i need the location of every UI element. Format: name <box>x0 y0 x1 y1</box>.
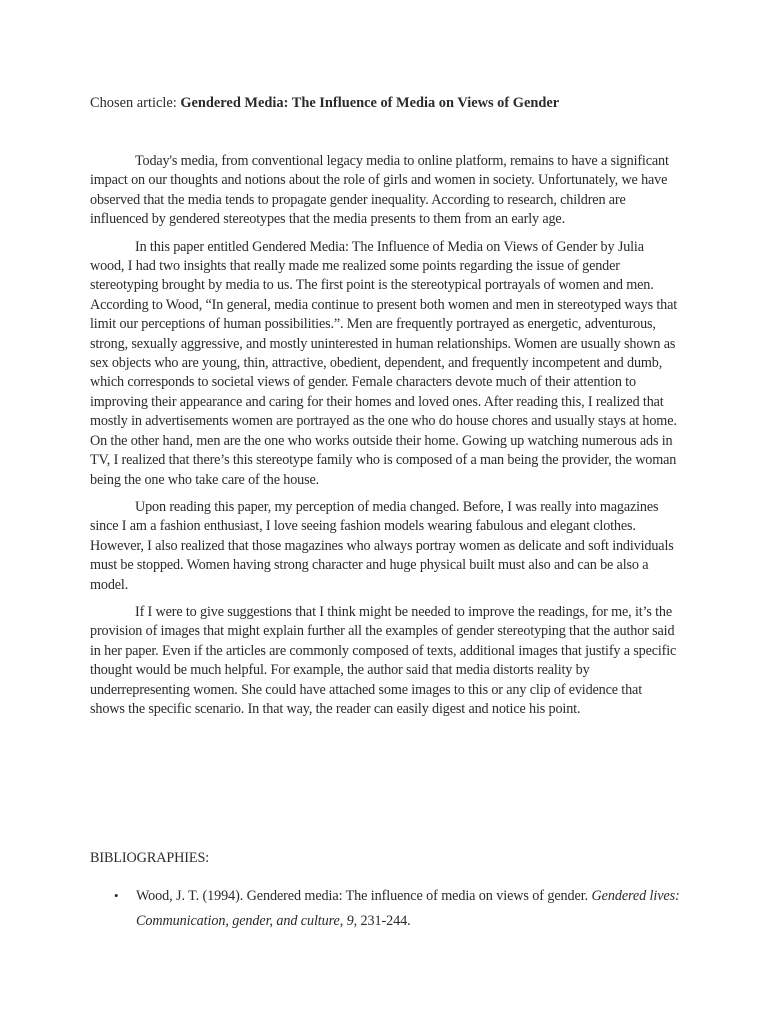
article-title: Gendered Media: The Influence of Media on Views of Gender <box>180 95 560 111</box>
citation-volume: 9 <box>346 912 354 929</box>
essay-body <box>90 152 680 727</box>
citation-journal: Gendered lives: Communication, gender, and culture <box>136 888 680 929</box>
chosen-article-prefix: Chosen article: <box>90 95 177 111</box>
bibliography-heading: BIBLIOGRAPHIES: <box>90 850 210 866</box>
citation-text: Wood, J. T. (1994). Gendered media: The influence of media on views of gender. <box>136 888 589 904</box>
bibliography-entry <box>90 884 690 933</box>
paragraph-insights: In this paper entitled Gendered Media: The Influence of Media on Views of Gender by Julia wood, I had two insights that really made me realized some points regarding the issue of gender stereotyping brought by media to us. The first point is the stereotypical portrayals of women and men. According to Wood, “In general, media continue to present both women and men in stereotyped ways that limit our perceptions of human possibilities.”. Men are frequently portrayed as energetic, adventurous, strong, sexually aggressive, and mostly uninterested in human relationships. Women are usually shown as sex objects who are young, thin, attractive, obedient, dependent, and frequently incompetent and dumb, which corresponds to societal views of gender. Female characters devote much of their attention to improving their appearance and caring for their homes and loved ones. After reading this, I realized that mostly in advertisements women are portrayed as the one who do house chores and usually stays at home. On the other hand, men are the one who works outside their home. Gowing up watching numerous ads in TV, I realized that there’s this stereotype family who is composed of a man being the provider, the woman being the one who take care of the house. <box>90 238 678 488</box>
bibliography-list <box>90 884 690 933</box>
citation-pages: , 231-244. <box>353 912 411 929</box>
paragraph-perception: Upon reading this paper, my perception of media changed. Before, I was really into magazines since I am a fashion enthusiast, I love seeing fashion models wearing fabulous and elegant clothes. However, I also realized that those magazines who always portray women as delicate and soft individuals must be stopped. Women having strong character and huge physical built must also and can be also a model. <box>90 498 674 593</box>
citation-separator: , <box>339 912 347 929</box>
paragraph-suggestions: If I were to give suggestions that I think might be needed to improve the readings, for me, it’s the provision of images that might explain further all the examples of gender stereotyping that the author said in her paper. Even if the articles are commonly composed of texts, additional images that justify a specific thought would be much helpful. For example, the author said that media distorts reality by underrepresenting women. She could have attached some images to this or any clip of evidence that shows the specific scenario. In that way, the reader can easily digest and notice his point. <box>90 603 677 717</box>
bullet-icon: • <box>114 888 119 903</box>
chosen-article-line <box>90 93 690 113</box>
paragraph-intro: Today's media, from conventional legacy media to online platform, remains to have a significant impact on our thoughts and notions about the role of girls and women in society. Unfortunately, we have observed that the media tends to propagate gender inequality. According to research, children are influenced by gendered stereotypes that the media presents to them from an early age. <box>90 153 669 228</box>
